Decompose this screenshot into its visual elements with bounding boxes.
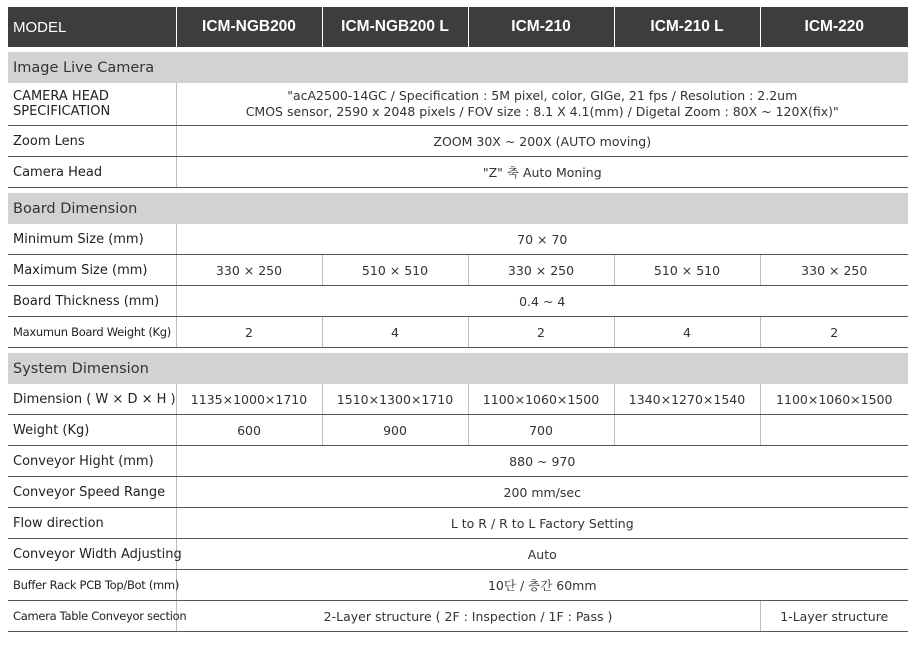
table-row-camera-table [8,601,908,632]
table-row-flow-direction [8,508,908,539]
row-label [8,83,176,126]
table-row-conveyor-width [8,539,908,570]
label-line: CAMERA HEAD [13,89,109,104]
cell-value: 330 × 250 [760,255,908,286]
cell-value: 1510×1300×1710 [322,384,468,415]
table-row-board-thickness [8,286,908,317]
table-row-zoom-lens [8,126,908,157]
cell-value: 4 [614,317,760,348]
cell-value: 1340×1270×1540 [614,384,760,415]
cell-value: 4 [322,317,468,348]
model-header-icm-ngb200: ICM-NGB200 [176,7,322,47]
cell-value: 1135×1000×1710 [176,384,322,415]
row-value: Auto [176,539,908,570]
row-value: 0.4 ~ 4 [176,286,908,317]
row-label: Conveyor Speed Range [8,477,176,508]
table-row-minimum-size [8,224,908,255]
row-label: Conveyor Hight (mm) [8,446,176,477]
table-row-weight [8,415,908,446]
header-row [8,7,908,47]
table-row-maximum-size [8,255,908,286]
row-label: Zoom Lens [8,126,176,157]
row-value: 10단 / 층간 60mm [176,570,908,601]
row-value: 70 × 70 [176,224,908,255]
row-value: "Z" 축 Auto Moning [176,157,908,188]
row-value: 880 ~ 970 [176,446,908,477]
table-row-camera-head-spec [8,83,908,126]
cell-value: 2 [176,317,322,348]
cell-value: 1-Layer structure [760,601,908,632]
table-row-conveyor-speed [8,477,908,508]
row-value [176,83,908,126]
table-row-conveyor-hight [8,446,908,477]
cell-value: 700 [468,415,614,446]
model-header-icm-210: ICM-210 [468,7,614,47]
row-value: ZOOM 30X ~ 200X (AUTO moving) [176,126,908,157]
section-image-live-camera [8,52,908,83]
spec-table [8,7,908,632]
cell-value: 330 × 250 [176,255,322,286]
section-board-dimension [8,193,908,224]
cell-value: 1100×1060×1500 [468,384,614,415]
model-label: MODEL [8,7,176,47]
cell-value [760,415,908,446]
row-label: Weight (Kg) [8,415,176,446]
row-label: Camera Head [8,157,176,188]
model-header-icm-210-l: ICM-210 L [614,7,760,47]
cell-value: 510 × 510 [322,255,468,286]
row-label: Flow direction [8,508,176,539]
section-title: Board Dimension [8,193,908,224]
value-line: CMOS sensor, 2590 x 2048 pixels / FOV size : 8.1 X 4.1(mm) / Digetal Zoom : 80X ~ 120X(fix)" [245,104,839,119]
section-title: System Dimension [8,353,908,384]
table-row-max-board-weight [8,317,908,348]
row-label: Maxumun Board Weight (Kg) [8,317,176,348]
row-label: Minimum Size (mm) [8,224,176,255]
cell-value: 900 [322,415,468,446]
label-line: SPECIFICATION [13,104,111,119]
cell-value: 510 × 510 [614,255,760,286]
section-title: Image Live Camera [8,52,908,83]
table-row-dimension [8,384,908,415]
row-label: Dimension ( W × D × H ) [8,384,176,415]
cell-value: 2 [760,317,908,348]
cell-value: 600 [176,415,322,446]
table-row-camera-head [8,157,908,188]
cell-value [614,415,760,446]
section-system-dimension [8,353,908,384]
row-value: 200 mm/sec [176,477,908,508]
model-header-icm-220: ICM-220 [760,7,908,47]
row-label: Conveyor Width Adjusting [8,539,176,570]
row-label: Maximum Size (mm) [8,255,176,286]
row-label: Buffer Rack PCB Top/Bot (mm) [8,570,176,601]
row-label: Camera Table Conveyor section [8,601,176,632]
cell-value: 2 [468,317,614,348]
row-value: L to R / R to L Factory Setting [176,508,908,539]
model-header-icm-ngb200-l: ICM-NGB200 L [322,7,468,47]
row-value: 2-Layer structure ( 2F : Inspection / 1F : Pass ) [176,601,760,632]
table-row-buffer-rack [8,570,908,601]
cell-value: 1100×1060×1500 [760,384,908,415]
cell-value: 330 × 250 [468,255,614,286]
value-line: "acA2500-14GC / Specification : 5M pixel, color, GIGe, 21 fps / Resolution : 2.2um [287,88,798,103]
row-label: Board Thickness (mm) [8,286,176,317]
